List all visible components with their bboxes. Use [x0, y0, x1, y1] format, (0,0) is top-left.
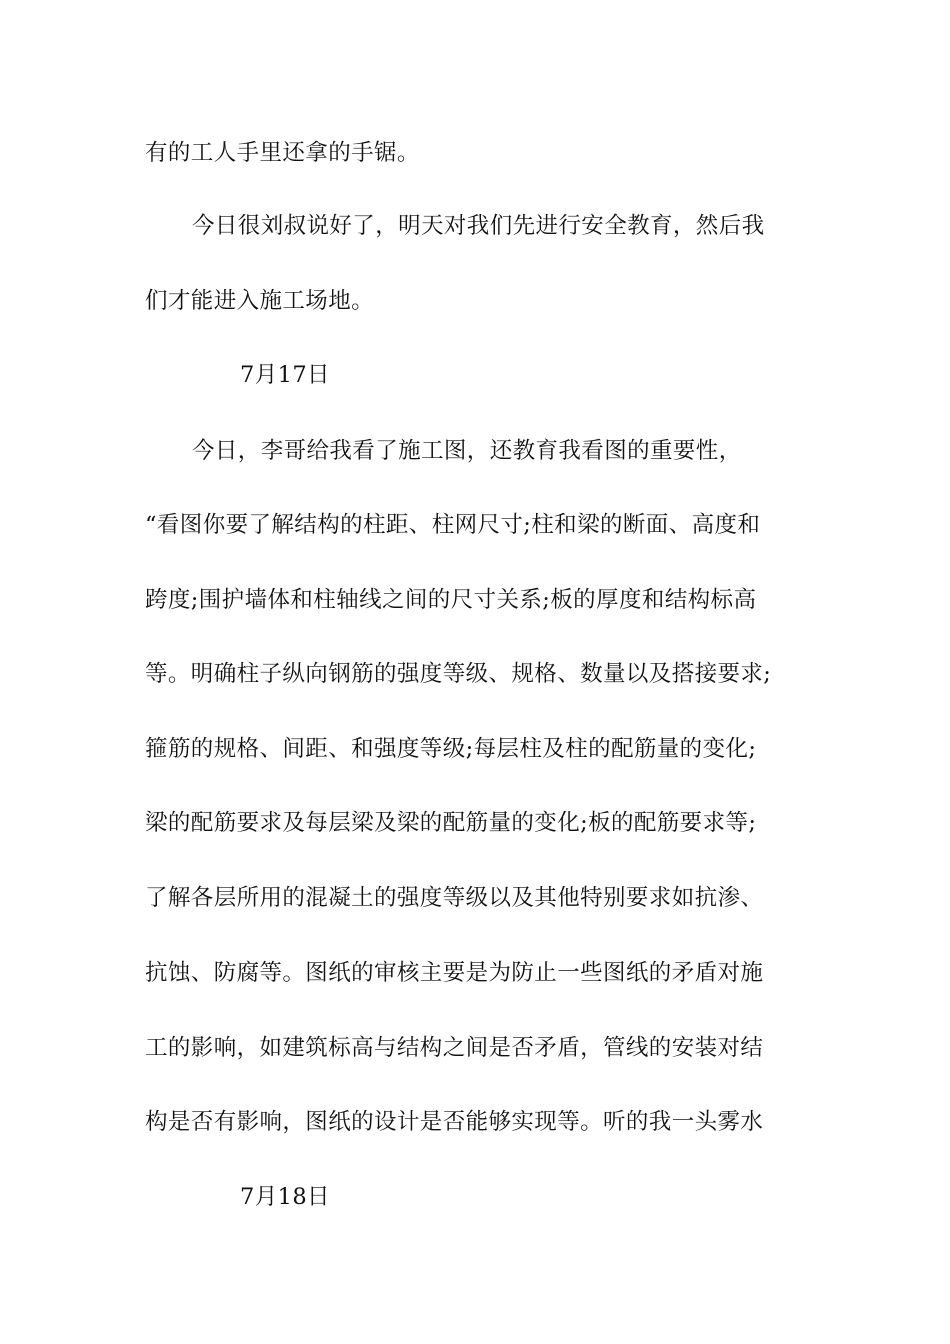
text-line: 们才能进入施工场地。	[145, 288, 375, 314]
date-heading: 7月18日	[240, 1184, 330, 1210]
text-line: 抗蚀、防腐等。图纸的审核主要是为防止一些图纸的矛盾对施	[145, 960, 764, 986]
text-line: 工的影响，如建筑标高与结构之间是否矛盾，管线的安装对结	[145, 1035, 764, 1061]
text-line: 构是否有影响，图纸的设计是否能够实现等。听的我一头雾水	[145, 1109, 764, 1135]
paragraph-start-line: 今日，李哥给我看了施工图，还教育我看图的重要性，	[192, 438, 742, 464]
text-line: 等。明确柱子纵向钢筋的强度等级、规格、数量以及搭接要求;	[145, 661, 772, 687]
text-line: 了解各层所用的混凝土的强度等级以及其他特别要求如抗渗、	[145, 885, 764, 911]
date-heading: 7月17日	[240, 362, 330, 388]
paragraph-start-line: 今日很刘叔说好了，明天对我们先进行安全教育，然后我	[192, 213, 765, 239]
text-line: 梁的配筋要求及每层梁及梁的配筋量的变化;板的配筋要求等;	[145, 810, 757, 836]
text-line: “看图你要了解结构的柱距、柱网尺寸;柱和梁的断面、高度和	[145, 512, 761, 538]
text-line: 有的工人手里还拿的手锯。	[145, 140, 420, 166]
text-line: 箍筋的规格、间距、和强度等级;每层柱及柱的配筋量的变化;	[145, 736, 757, 762]
text-line: 跨度;围护墙体和柱轴线之间的尺寸关系;板的厚度和结构标高	[145, 587, 757, 613]
